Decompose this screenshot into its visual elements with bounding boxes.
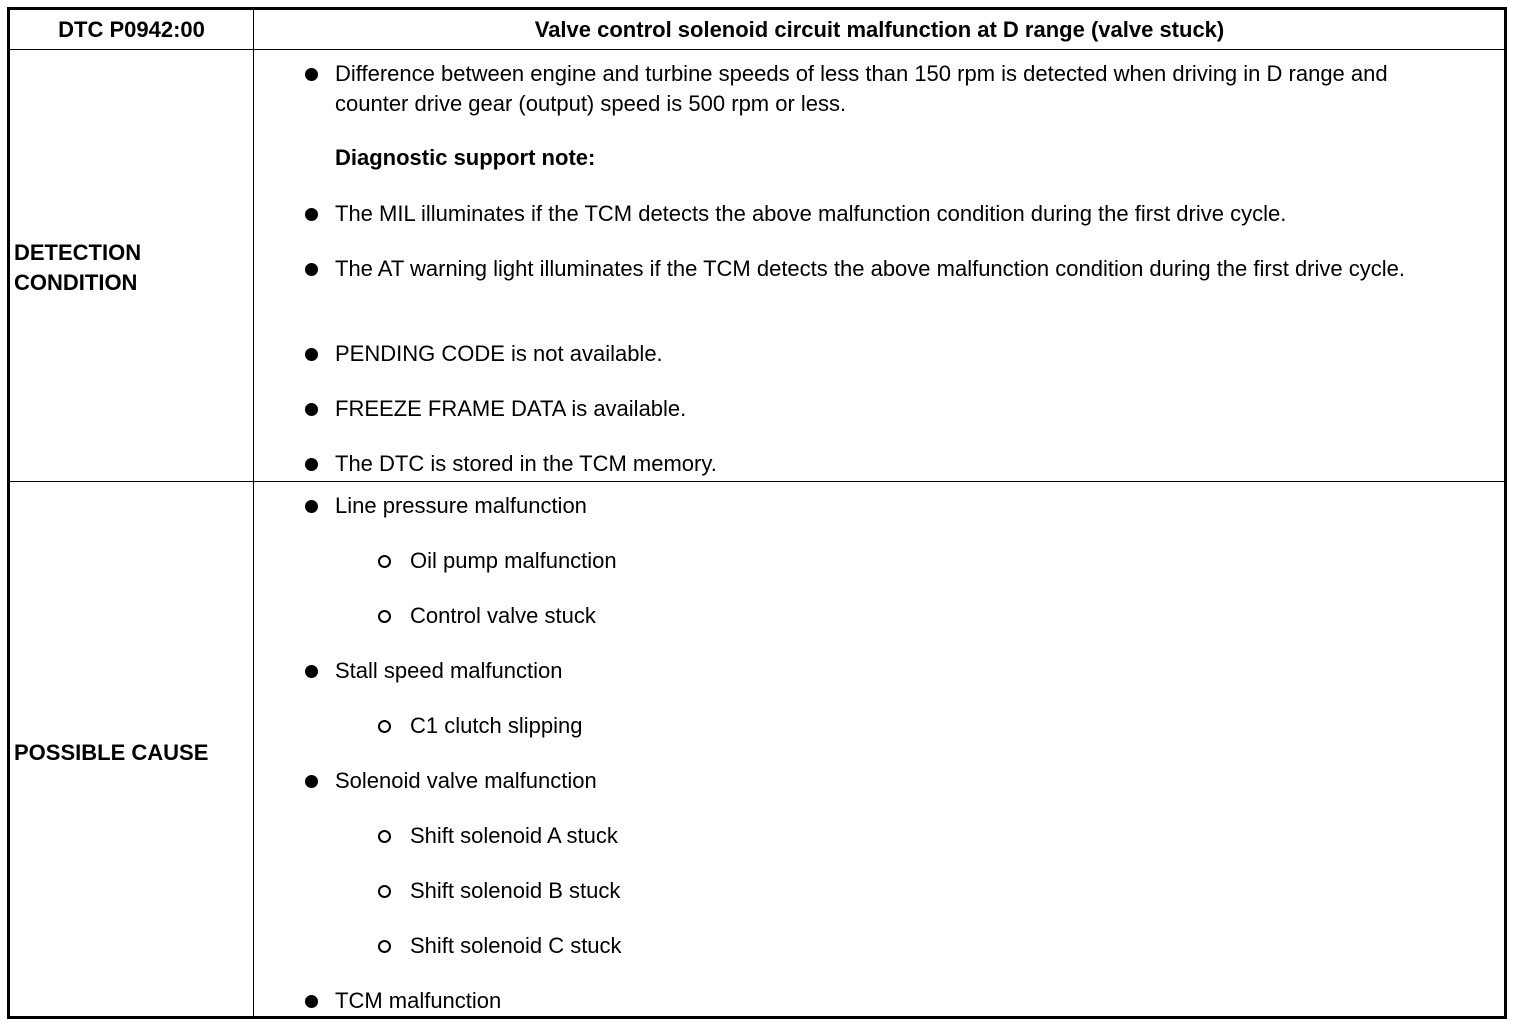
detection-item: PENDING CODE is not available. bbox=[335, 341, 663, 366]
cause-subitem: C1 clutch slipping bbox=[410, 713, 583, 738]
bullet-icon bbox=[305, 348, 318, 361]
cause-subitem: Control valve stuck bbox=[410, 603, 596, 628]
circle-bullet-icon bbox=[378, 555, 391, 568]
support-note-heading: Diagnostic support note: bbox=[335, 145, 596, 170]
bullet-icon bbox=[305, 458, 318, 471]
detection-condition-label bbox=[14, 238, 250, 298]
detection-item: Difference between engine and turbine speeds of less than 150 rpm is detected when driving in D range and counter drive gear (output) speed is 500 rpm or less. bbox=[335, 61, 1388, 116]
cause-item: Stall speed malfunction bbox=[335, 658, 563, 683]
cause-subitem: Shift solenoid B stuck bbox=[410, 878, 621, 903]
header-divider bbox=[10, 49, 1504, 50]
cause-subitem: Shift solenoid A stuck bbox=[410, 823, 618, 848]
circle-bullet-icon bbox=[378, 610, 391, 623]
circle-bullet-icon bbox=[378, 720, 391, 733]
dtc-title: Valve control solenoid circuit malfunction at D range (valve stuck) bbox=[534, 17, 1225, 42]
dtc-code: DTC P0942:00 bbox=[58, 17, 205, 42]
bullet-icon bbox=[305, 208, 318, 221]
cause-item: Solenoid valve malfunction bbox=[335, 768, 597, 793]
cause-item: Line pressure malfunction bbox=[335, 493, 587, 518]
row-divider bbox=[10, 481, 1504, 482]
bullet-icon bbox=[305, 263, 318, 276]
bullet-icon bbox=[305, 775, 318, 788]
detection-label-line1: DETECTION bbox=[14, 240, 142, 265]
bullet-icon bbox=[305, 500, 318, 513]
bullet-icon bbox=[305, 995, 318, 1008]
detection-item: The AT warning light illuminates if the TCM detects the above malfunction condition during the first drive cycle. bbox=[335, 256, 1405, 281]
cause-subitem: Shift solenoid C stuck bbox=[410, 933, 622, 958]
circle-bullet-icon bbox=[378, 885, 391, 898]
detection-item: The DTC is stored in the TCM memory. bbox=[335, 451, 717, 476]
possible-cause-label: POSSIBLE CAUSE bbox=[14, 740, 209, 765]
bullet-icon bbox=[305, 665, 318, 678]
cause-item: TCM malfunction bbox=[335, 988, 502, 1013]
column-divider bbox=[253, 10, 254, 1016]
detection-label-line2: CONDITION bbox=[14, 270, 138, 295]
detection-item: FREEZE FRAME DATA is available. bbox=[335, 396, 687, 421]
bullet-icon bbox=[305, 403, 318, 416]
cause-subitem: Oil pump malfunction bbox=[410, 548, 617, 573]
dtc-table bbox=[7, 7, 1507, 1019]
bullet-icon bbox=[305, 68, 318, 81]
circle-bullet-icon bbox=[378, 940, 391, 953]
detection-item: The MIL illuminates if the TCM detects the above malfunction condition during the first drive cycle. bbox=[335, 201, 1287, 226]
circle-bullet-icon bbox=[378, 830, 391, 843]
